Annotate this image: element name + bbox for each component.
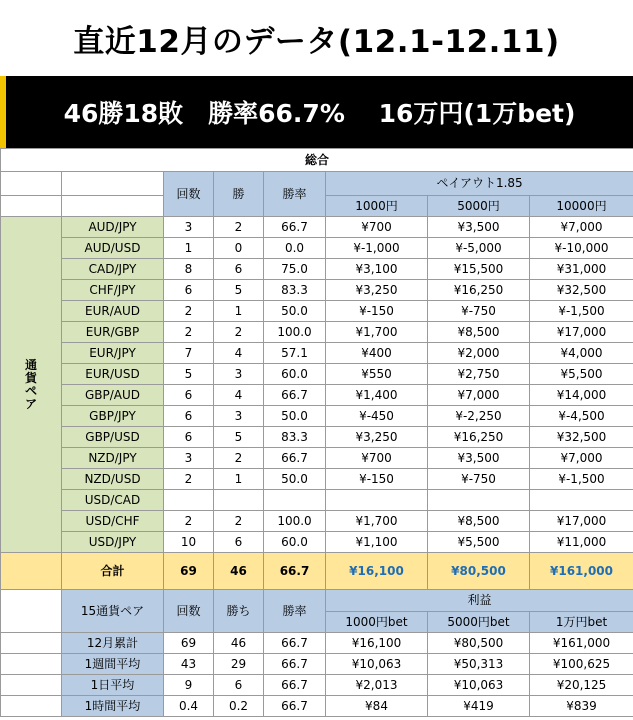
win-count: 2 <box>214 448 264 469</box>
win-count: 4 <box>214 343 264 364</box>
summary-profit-10000: ¥20,125 <box>530 675 633 696</box>
summary-wins: 29 <box>214 654 264 675</box>
empty-cell <box>62 196 164 217</box>
profit-10000: ¥32,500 <box>530 280 633 301</box>
profit-5000: ¥8,500 <box>428 511 530 532</box>
pair-name: GBP/AUD <box>62 385 164 406</box>
pair-row <box>1 301 633 322</box>
trade-count: 3 <box>164 448 214 469</box>
col-header-count: 回数 <box>164 172 214 217</box>
win-count: 2 <box>214 511 264 532</box>
profit-1000: ¥1,700 <box>326 322 428 343</box>
win-rate: 60.0 <box>264 364 326 385</box>
pair-row <box>1 511 633 532</box>
trade-count: 6 <box>164 385 214 406</box>
pair-name: CHF/JPY <box>62 280 164 301</box>
summary-count: 69 <box>164 633 214 654</box>
profit-5000: ¥2,750 <box>428 364 530 385</box>
trade-count: 10 <box>164 532 214 553</box>
profit-5000: ¥16,250 <box>428 427 530 448</box>
profit-1000: ¥-450 <box>326 406 428 427</box>
summary-count: 0.4 <box>164 696 214 717</box>
win-rate: 57.1 <box>264 343 326 364</box>
win-rate: 0.0 <box>264 238 326 259</box>
empty-cell <box>1 172 62 196</box>
bet-header-10000: 1万円bet <box>530 612 633 633</box>
profit-1000: ¥1,400 <box>326 385 428 406</box>
pair-name: AUD/USD <box>62 238 164 259</box>
summary-row-label: 12月累計 <box>62 633 164 654</box>
summary-header-profit: 利益 <box>326 590 633 612</box>
group-label-char: 貨 <box>24 370 37 385</box>
summary-profit-5000: ¥80,500 <box>428 633 530 654</box>
win-rate: 100.0 <box>264 511 326 532</box>
currency-pair-group-label <box>1 217 62 553</box>
summary-header-rate: 勝率 <box>264 590 326 633</box>
pair-row <box>1 532 633 553</box>
pair-name: GBP/JPY <box>62 406 164 427</box>
payout-header: ペイアウト1.85 <box>326 172 633 196</box>
win-count: 6 <box>214 532 264 553</box>
summary-count: 9 <box>164 675 214 696</box>
profit-10000 <box>530 490 633 511</box>
pair-row <box>1 322 633 343</box>
empty-cell <box>1 196 62 217</box>
pair-name: EUR/USD <box>62 364 164 385</box>
summary-header-row-1 <box>1 590 633 612</box>
win-count: 1 <box>214 301 264 322</box>
profit-10000: ¥32,500 <box>530 427 633 448</box>
results-table-body <box>1 149 633 717</box>
pair-row <box>1 343 633 364</box>
win-rate: 83.3 <box>264 427 326 448</box>
summary-header-pairs: 15通貨ペア <box>62 590 164 633</box>
header-row-1 <box>1 172 633 196</box>
empty-cell <box>1 654 62 675</box>
total-row <box>1 553 633 590</box>
summary-banner <box>0 76 633 148</box>
summary-wins: 46 <box>214 633 264 654</box>
profit-5000: ¥-2,250 <box>428 406 530 427</box>
col-header-rate: 勝率 <box>264 172 326 217</box>
trade-count: 2 <box>164 511 214 532</box>
group-label-char: ア <box>24 396 37 411</box>
profit-1000: ¥400 <box>326 343 428 364</box>
profit-5000: ¥2,000 <box>428 343 530 364</box>
summary-count: 43 <box>164 654 214 675</box>
summary-header-wins: 勝ち <box>214 590 264 633</box>
profit-10000: ¥14,000 <box>530 385 633 406</box>
win-rate <box>264 490 326 511</box>
win-rate: 83.3 <box>264 280 326 301</box>
pair-row <box>1 427 633 448</box>
profit-10000: ¥17,000 <box>530 511 633 532</box>
profit-10000: ¥7,000 <box>530 217 633 238</box>
group-label-char: ペ <box>24 383 37 398</box>
total-label: 合計 <box>62 553 164 590</box>
trade-count: 1 <box>164 238 214 259</box>
summary-row-label: 1週間平均 <box>62 654 164 675</box>
profit-1000: ¥3,250 <box>326 280 428 301</box>
summary-row <box>1 675 633 696</box>
trade-count: 2 <box>164 322 214 343</box>
profit-10000: ¥-1,500 <box>530 301 633 322</box>
trade-count: 6 <box>164 280 214 301</box>
win-count: 0 <box>214 238 264 259</box>
profit-10000: ¥5,500 <box>530 364 633 385</box>
win-count: 5 <box>214 280 264 301</box>
summary-profit-10000: ¥100,625 <box>530 654 633 675</box>
summary-row <box>1 696 633 717</box>
pair-row <box>1 385 633 406</box>
empty-cell <box>1 675 62 696</box>
win-rate: 60.0 <box>264 532 326 553</box>
summary-profit-5000: ¥419 <box>428 696 530 717</box>
pair-row <box>1 469 633 490</box>
win-rate: 50.0 <box>264 469 326 490</box>
profit-1000: ¥-150 <box>326 301 428 322</box>
pair-name: USD/CAD <box>62 490 164 511</box>
profit-1000: ¥700 <box>326 448 428 469</box>
profit-10000: ¥11,000 <box>530 532 633 553</box>
amount-header-5000: 5000円 <box>428 196 530 217</box>
pair-row <box>1 406 633 427</box>
win-count: 5 <box>214 427 264 448</box>
summary-wins: 0.2 <box>214 696 264 717</box>
pair-row <box>1 490 633 511</box>
trade-count: 8 <box>164 259 214 280</box>
win-count: 4 <box>214 385 264 406</box>
summary-row-label: 1時間平均 <box>62 696 164 717</box>
win-rate: 50.0 <box>264 406 326 427</box>
group-label-char: 通 <box>24 357 37 372</box>
summary-text: 46勝18敗 勝率66.7% 16万円(1万bet) <box>63 99 576 128</box>
profit-10000: ¥-10,000 <box>530 238 633 259</box>
page-title: 直近12月のデータ(12.1-12.11) <box>73 23 560 60</box>
summary-header-count: 回数 <box>164 590 214 633</box>
profit-1000: ¥1,100 <box>326 532 428 553</box>
win-rate: 66.7 <box>264 448 326 469</box>
profit-1000: ¥1,700 <box>326 511 428 532</box>
profit-5000 <box>428 490 530 511</box>
summary-rate: 66.7 <box>264 654 326 675</box>
trade-count: 6 <box>164 427 214 448</box>
profit-1000: ¥-150 <box>326 469 428 490</box>
pair-name: USD/JPY <box>62 532 164 553</box>
summary-row <box>1 633 633 654</box>
summary-row-label: 1日平均 <box>62 675 164 696</box>
trade-count: 2 <box>164 301 214 322</box>
trade-count <box>164 490 214 511</box>
win-rate: 75.0 <box>264 259 326 280</box>
win-rate: 100.0 <box>264 322 326 343</box>
summary-row <box>1 654 633 675</box>
profit-1000: ¥-1,000 <box>326 238 428 259</box>
pair-name: NZD/JPY <box>62 448 164 469</box>
trade-count: 7 <box>164 343 214 364</box>
pair-name: EUR/JPY <box>62 343 164 364</box>
total-profit-5000: ¥80,500 <box>428 553 530 590</box>
total-wins: 46 <box>214 553 264 590</box>
profit-5000: ¥3,500 <box>428 448 530 469</box>
win-rate: 66.7 <box>264 385 326 406</box>
profit-5000: ¥5,500 <box>428 532 530 553</box>
win-count: 3 <box>214 364 264 385</box>
profit-1000: ¥3,100 <box>326 259 428 280</box>
summary-profit-1000: ¥2,013 <box>326 675 428 696</box>
pair-row <box>1 280 633 301</box>
profit-5000: ¥16,250 <box>428 280 530 301</box>
profit-5000: ¥15,500 <box>428 259 530 280</box>
summary-rate: 66.7 <box>264 675 326 696</box>
win-count: 2 <box>214 322 264 343</box>
summary-rate: 66.7 <box>264 633 326 654</box>
profit-1000: ¥700 <box>326 217 428 238</box>
pair-row <box>1 238 633 259</box>
summary-profit-1000: ¥84 <box>326 696 428 717</box>
profit-5000: ¥3,500 <box>428 217 530 238</box>
pair-name: GBP/USD <box>62 427 164 448</box>
empty-cell <box>1 553 62 590</box>
trade-count: 6 <box>164 406 214 427</box>
trade-count: 3 <box>164 217 214 238</box>
win-count: 6 <box>214 259 264 280</box>
summary-profit-10000: ¥161,000 <box>530 633 633 654</box>
win-rate: 50.0 <box>264 301 326 322</box>
empty-cell <box>1 633 62 654</box>
win-count: 3 <box>214 406 264 427</box>
pair-row <box>1 448 633 469</box>
empty-cell <box>1 590 62 633</box>
profit-5000: ¥8,500 <box>428 322 530 343</box>
empty-cell <box>1 696 62 717</box>
summary-wins: 6 <box>214 675 264 696</box>
summary-profit-5000: ¥10,063 <box>428 675 530 696</box>
profit-10000: ¥31,000 <box>530 259 633 280</box>
trade-count: 5 <box>164 364 214 385</box>
profit-1000 <box>326 490 428 511</box>
summary-rate: 66.7 <box>264 696 326 717</box>
amount-header-10000: 10000円 <box>530 196 633 217</box>
total-rate: 66.7 <box>264 553 326 590</box>
pair-name: USD/CHF <box>62 511 164 532</box>
section-title-row <box>1 149 633 172</box>
pair-name: EUR/AUD <box>62 301 164 322</box>
profit-5000: ¥-750 <box>428 469 530 490</box>
profit-5000: ¥-750 <box>428 301 530 322</box>
pair-row <box>1 217 633 238</box>
profit-5000: ¥7,000 <box>428 385 530 406</box>
profit-1000: ¥550 <box>326 364 428 385</box>
summary-profit-5000: ¥50,313 <box>428 654 530 675</box>
profit-10000: ¥-4,500 <box>530 406 633 427</box>
summary-profit-10000: ¥839 <box>530 696 633 717</box>
total-profit-10000: ¥161,000 <box>530 553 633 590</box>
profit-5000: ¥-5,000 <box>428 238 530 259</box>
pair-name: EUR/GBP <box>62 322 164 343</box>
win-count: 1 <box>214 469 264 490</box>
pair-name: CAD/JPY <box>62 259 164 280</box>
section-title: 総合 <box>1 149 633 172</box>
pair-name: AUD/JPY <box>62 217 164 238</box>
profit-1000: ¥3,250 <box>326 427 428 448</box>
win-count <box>214 490 264 511</box>
results-table <box>0 148 633 717</box>
pair-row <box>1 259 633 280</box>
profit-10000: ¥4,000 <box>530 343 633 364</box>
profit-10000: ¥7,000 <box>530 448 633 469</box>
bet-header-5000: 5000円bet <box>428 612 530 633</box>
bet-header-1000: 1000円bet <box>326 612 428 633</box>
summary-profit-1000: ¥10,063 <box>326 654 428 675</box>
summary-profit-1000: ¥16,100 <box>326 633 428 654</box>
empty-cell <box>62 172 164 196</box>
total-count: 69 <box>164 553 214 590</box>
col-header-wins: 勝 <box>214 172 264 217</box>
trade-count: 2 <box>164 469 214 490</box>
profit-10000: ¥17,000 <box>530 322 633 343</box>
profit-10000: ¥-1,500 <box>530 469 633 490</box>
win-rate: 66.7 <box>264 217 326 238</box>
win-count: 2 <box>214 217 264 238</box>
amount-header-1000: 1000円 <box>326 196 428 217</box>
pair-row <box>1 364 633 385</box>
pair-name: NZD/USD <box>62 469 164 490</box>
total-profit-1000: ¥16,100 <box>326 553 428 590</box>
